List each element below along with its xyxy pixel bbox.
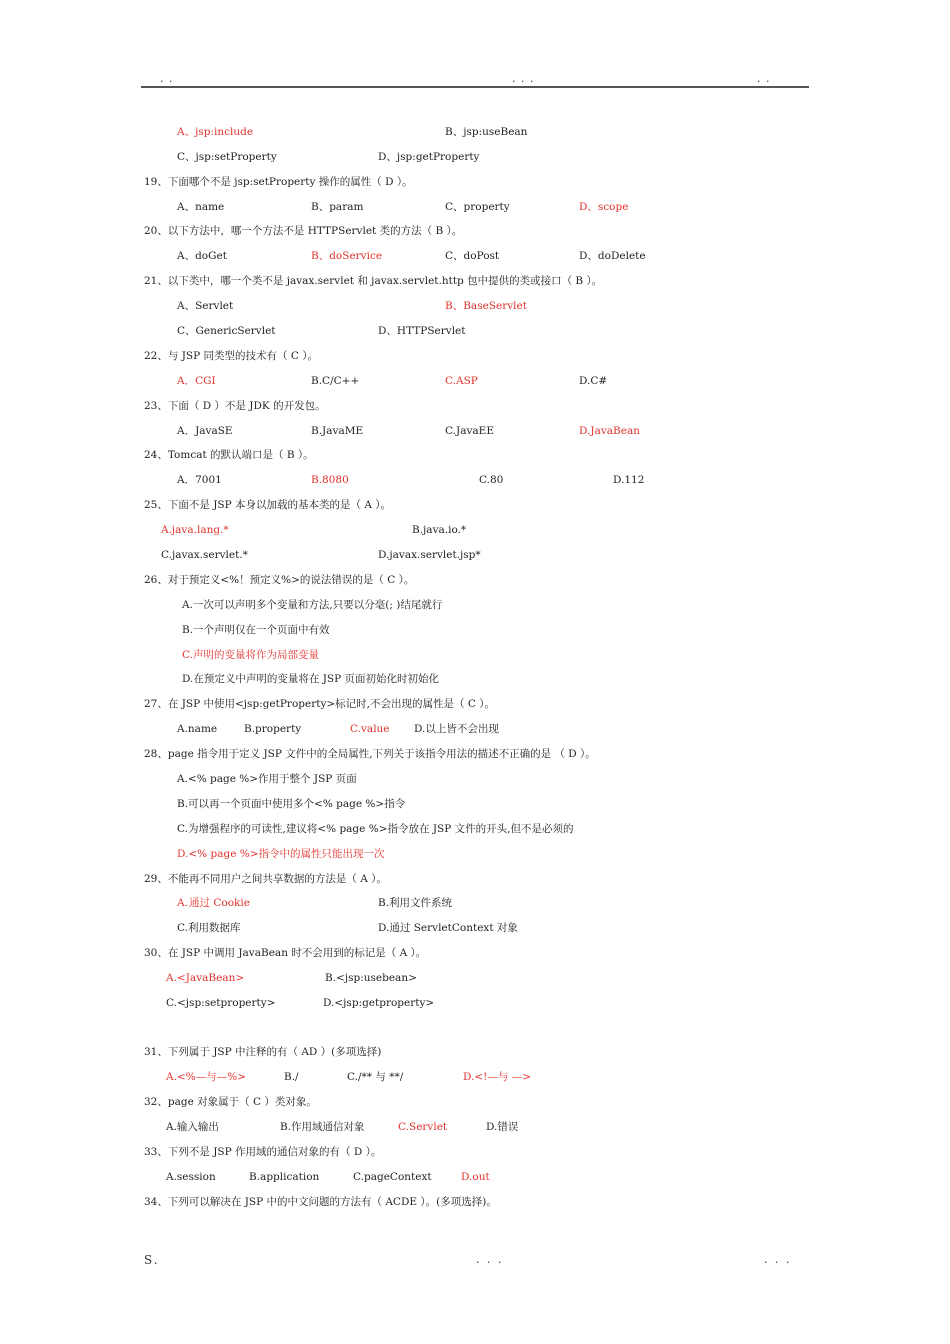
text-line [0,920,950,940]
line-text: A、name [177,201,225,213]
text-line [0,472,950,492]
answer-text: C.value [350,723,390,735]
text-line [0,597,950,617]
line-text: B.利用文件系统 [378,897,453,909]
line-text: 30、在 JSP 中调用 JavaBean 时不会用到的标记是（ A ）。 [144,947,427,959]
line-text: C、GenericServlet [177,325,276,337]
answer-text: B、BaseServlet [445,300,527,312]
text-line [0,647,950,667]
answer-text: A．CGI [177,375,216,387]
line-text: A、Servlet [177,300,234,312]
text-line [0,1094,950,1114]
line-text: 26、对于预定义<%！预定义%>的说法错误的是（ C ）。 [144,574,415,586]
line-text: A.session [166,1171,216,1183]
answer-text: 通过 Cookie [189,897,250,909]
text-line [0,622,950,642]
answer-text: A.<JavaBean> [166,972,245,984]
line-text: D.C# [579,375,608,387]
line-text: 20、以下方法中，哪一个方法不是 HTTPServlet 类的方法（ B ）。 [144,225,463,237]
answer-text: D.out [461,1171,490,1183]
answer-text: D.<!—与 —> [463,1071,532,1083]
text-line [0,522,950,542]
line-text: D.错误 [486,1121,519,1133]
line-text: D.通过 ServletContext 对象 [378,922,518,934]
line-text: B.可以再一个页面中使用多个<% page %>指令 [177,798,406,810]
line-text: 24、Tomcat 的默认端口是（ B ）。 [144,449,314,461]
line-text: D.javax.servlet.jsp* [378,549,481,561]
text-line [0,398,950,418]
line-text: A、doGet [177,250,227,262]
line-text: 32、page 对象属于（ C ）类对象。 [144,1096,317,1108]
text-line [0,970,950,990]
line-text: 25、下面不是 JSP 本身以加载的基本类的是（ A ）。 [144,499,392,511]
footer-right-mark: . . . [764,1253,792,1266]
answer-text: B、doService [311,250,383,262]
line-text: 19、下面哪个不是 jsp:setProperty 操作的属性（ D ）。 [144,176,413,188]
text-line [0,323,950,343]
text-line [0,223,950,243]
line-text: D.以上皆不会出现 [414,723,499,735]
header-left-mark: . . [160,72,174,85]
answer-text: A、jsp:include [177,126,254,138]
text-line [0,871,950,891]
line-text: C.JavaEE [445,425,494,437]
text-line [0,945,950,965]
line-text: A.name [177,723,218,735]
line-text: C.javax.servlet.* [161,549,248,561]
text-line [0,895,950,915]
line-text: C、doPost [445,250,500,262]
line-text: B、param [311,201,364,213]
text-line [0,423,950,443]
line-text: C、jsp:setProperty [177,151,277,163]
line-text: D、HTTPServlet [378,325,466,337]
line-text: B.java.io.* [412,524,467,536]
text-line [0,149,950,169]
line-text: 33、下列不是 JSP 作用域的通信对象的有（ D ）。 [144,1146,382,1158]
text-line [0,671,950,691]
text-line [0,995,950,1015]
answer-text: A.java.lang.* [161,524,229,536]
text-line [0,298,950,318]
line-text: C.<jsp:setproperty> [166,997,276,1009]
line-text: B.application [249,1171,320,1183]
text-line [0,1144,950,1164]
line-text: B.JavaME [311,425,364,437]
line-text: 22、与 JSP 同类型的技术有（ C ）。 [144,350,318,362]
line-text: D.112 [613,474,645,486]
text-line [0,846,950,866]
line-text: 28、page 指令用于定义 JSP 文件中的全局属性,下列关于该指令用法的描述不正确的是 （ D ）。 [144,748,596,760]
text-line [0,547,950,567]
line-text: C、property [445,201,510,213]
line-text: C./** 与 **/ [347,1071,404,1083]
line-text: A．JavaSE [177,425,233,437]
line-text: 34、下列可以解决在 JSP 中的中文问题的方法有（ ACDE ）。(多项选择)。 [144,1196,497,1208]
line-text: 29、不能再不同用户之间共享数据的方法是（ A ）。 [144,873,387,885]
text-line [0,1169,950,1189]
text-line [0,124,950,144]
answer-text: A.<%—与—%> [166,1071,246,1083]
text-line [0,746,950,766]
line-text: C.pageContext [353,1171,432,1183]
text-line [0,696,950,716]
text-line [0,1069,950,1089]
line-text: 31、下列属于 JSP 中注释的有（ AD ）(多项选择) [144,1046,382,1058]
line-text: C.为增强程序的可读性,建议将<% page %>指令放在 JSP 文件的开头,但不是必须的 [177,823,574,835]
text-line [0,273,950,293]
text-line [0,821,950,841]
line-text: B./ [284,1071,299,1083]
line-text: A.一次可以声明多个变量和方法,只要以分毫(; )结尾就行 [182,599,443,611]
answer-text: C.ASP [445,375,478,387]
footer-center-mark: . . . [476,1253,504,1266]
text-line [0,721,950,741]
answer-text: A. [177,897,188,909]
text-line [0,199,950,219]
header-rule [141,86,809,88]
line-text: B.property [244,723,302,735]
text-line [0,348,950,368]
line-text: D、doDelete [579,250,646,262]
header-center-mark: . . . [512,72,535,85]
line-text: 21、以下类中，哪一个类不是 javax.servlet 和 javax.servlet.http 包中提供的类或接口（ B ）。 [144,275,603,287]
line-text: B.作用域通信对象 [280,1121,365,1133]
line-text: 27、在 JSP 中使用<jsp:getProperty>标记时,不会出现的属性是（ C ）。 [144,698,495,710]
footer-left-mark: S. [144,1253,160,1267]
line-text: B.一个声明仅在一个页面中有效 [182,624,330,636]
line-text: A.<% page %>作用于整个 JSP 页面 [177,773,357,785]
line-text: C.80 [479,474,504,486]
answer-text: C.Servlet [398,1121,448,1133]
text-line [0,1194,950,1214]
text-line [0,796,950,816]
line-text: D.<jsp:getproperty> [323,997,435,1009]
text-line [0,572,950,592]
text-line [0,497,950,517]
header-right-mark: . . [757,72,771,85]
text-line [0,1119,950,1139]
line-text: B.<jsp:usebean> [325,972,417,984]
text-line [0,373,950,393]
line-text: D.在预定义中声明的变量将在 JSP 页面初始化时初始化 [182,673,440,685]
answer-text: C.声明的变量将作为局部变量 [182,649,319,661]
answer-text: D.<% page %>指令中的属性只能出现一次 [177,848,385,860]
line-text: A．7001 [177,474,222,486]
text-line [0,771,950,791]
answer-text: D、scope [579,201,629,213]
text-line [0,1044,950,1064]
text-line [0,248,950,268]
line-text: 23、下面（ D ）不是 JDK 的开发包。 [144,400,326,412]
line-text: D、jsp:getProperty [378,151,480,163]
line-text: C.利用数据库 [177,922,241,934]
line-text: B、jsp:useBean [445,126,528,138]
answer-text: D.JavaBean [579,425,640,437]
text-line [0,174,950,194]
line-text: A.输入输出 [166,1121,219,1133]
line-text: B.C/C++ [311,375,360,387]
text-line [0,447,950,467]
answer-text: B.8080 [311,474,349,486]
